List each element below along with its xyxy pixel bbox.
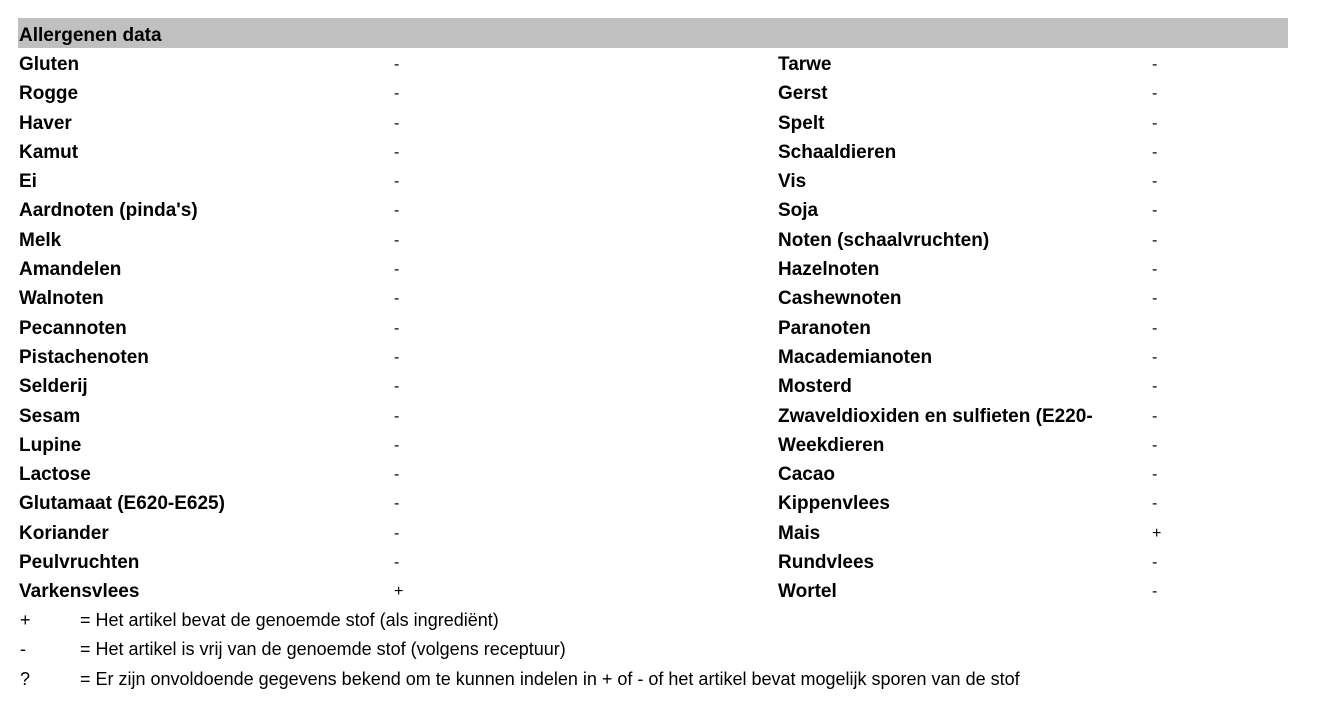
table-row (18, 429, 1288, 458)
allergen-name: Varkensvlees (19, 581, 140, 603)
allergen-name: Cacao (778, 464, 836, 486)
allergen-value: - (1152, 85, 1158, 103)
allergen-name: Soja (778, 200, 819, 222)
allergen-value: - (1152, 143, 1158, 161)
legend-symbol: ? (20, 668, 31, 689)
legend-item (18, 635, 1288, 665)
table-row (18, 341, 1288, 370)
legend-text: = Het artikel bevat de genoemde stof (als ingrediënt) (80, 609, 499, 630)
allergen-value: - (1152, 114, 1158, 132)
allergen-name: Haver (19, 112, 72, 134)
table-row (18, 575, 1288, 604)
allergen-value: - (1152, 202, 1158, 220)
legend-symbol: - (20, 639, 26, 660)
allergen-name: Amandelen (19, 259, 122, 281)
allergen-value: - (394, 407, 400, 425)
section-title: Allergenen data (18, 18, 1288, 48)
legend-item (18, 606, 1288, 636)
allergen-value: - (1152, 495, 1158, 513)
legend-text: = Er zijn onvoldoende gegevens bekend om te kunnen indelen in + of - of het artikel bevat mogelijk sporen van de stof (80, 668, 1020, 689)
allergen-name: Pistachenoten (19, 346, 149, 368)
table-row (18, 77, 1288, 106)
allergen-value: - (1152, 290, 1158, 308)
allergen-value: - (394, 85, 400, 103)
allergen-value: - (394, 261, 400, 279)
table-row (18, 165, 1288, 194)
table-row (18, 546, 1288, 575)
allergen-name: Macademianoten (778, 346, 933, 368)
allergen-name: Mosterd (778, 376, 852, 398)
allergen-name: Rogge (19, 83, 79, 105)
table-row (18, 282, 1288, 311)
allergen-name: Zwaveldioxiden en sulfieten (E220- (778, 405, 1093, 427)
allergen-value: - (1152, 261, 1158, 279)
allergen-name: Mais (778, 522, 821, 544)
allergen-name: Walnoten (19, 288, 104, 310)
allergen-value: - (394, 524, 400, 542)
allergen-value: - (1152, 319, 1158, 337)
allergen-name: Kamut (19, 141, 79, 163)
legend (18, 606, 1288, 695)
allergen-value: - (1152, 583, 1158, 601)
allergen-name: Weekdieren (778, 434, 885, 456)
allergen-value: - (1152, 378, 1158, 396)
table-row (18, 224, 1288, 253)
allergen-value: - (394, 466, 400, 484)
allergen-value: - (394, 56, 400, 73)
allergen-value: + (394, 583, 404, 601)
allergen-value: - (394, 202, 400, 220)
allergen-name: Pecannoten (19, 317, 127, 339)
allergen-name: Glutamaat (E620-E625) (19, 493, 225, 515)
allergen-name: Lupine (19, 434, 82, 456)
table-row (18, 400, 1288, 429)
allergen-value: - (394, 436, 400, 454)
allergen-name: Cashewnoten (778, 288, 902, 310)
table-row (18, 48, 1288, 77)
table-row (18, 517, 1288, 546)
allergen-value: - (1152, 554, 1158, 572)
allergen-name: Wortel (778, 581, 837, 603)
allergen-name: Aardnoten (pinda's) (19, 200, 198, 222)
table-row (18, 370, 1288, 399)
allergen-value: - (1152, 407, 1158, 425)
allergen-name: Noten (schaalvruchten) (778, 229, 990, 251)
allergen-value: - (1152, 348, 1158, 366)
allergen-value: - (394, 143, 400, 161)
allergen-name: Lactose (19, 464, 91, 486)
allergen-value: - (1152, 436, 1158, 454)
allergen-value: - (394, 173, 400, 191)
allergen-name: Gerst (778, 83, 828, 105)
allergen-name: Selderij (19, 376, 88, 398)
allergen-name: Tarwe (778, 54, 832, 75)
allergen-value: - (394, 231, 400, 249)
allergen-value: - (394, 114, 400, 132)
allergen-name: Peulvruchten (19, 552, 140, 574)
allergen-value: - (1152, 56, 1158, 73)
table-row (18, 487, 1288, 516)
allergen-value: - (394, 319, 400, 337)
allergen-name: Hazelnoten (778, 259, 880, 281)
allergen-value: - (394, 495, 400, 513)
allergen-value: - (394, 290, 400, 308)
legend-symbol: + (20, 609, 31, 630)
allergen-value: - (394, 348, 400, 366)
table-row (18, 458, 1288, 487)
table-row (18, 253, 1288, 282)
allergen-name: Vis (778, 171, 807, 193)
allergen-name: Melk (19, 229, 62, 251)
allergen-sheet (18, 18, 1288, 694)
allergen-name: Schaaldieren (778, 141, 897, 163)
allergen-value: - (394, 378, 400, 396)
allergen-name: Spelt (778, 112, 825, 134)
table-row (18, 136, 1288, 165)
allergen-value: - (394, 554, 400, 572)
allergen-name: Rundvlees (778, 552, 875, 574)
allergen-name: Kippenvlees (778, 493, 890, 515)
allergen-name: Ei (19, 171, 37, 193)
allergen-table (18, 48, 1288, 605)
allergen-value: - (1152, 231, 1158, 249)
allergen-value: - (1152, 466, 1158, 484)
table-row (18, 107, 1288, 136)
table-row (18, 194, 1288, 223)
allergen-name: Gluten (19, 54, 80, 75)
allergen-name: Sesam (19, 405, 81, 427)
table-row (18, 312, 1288, 341)
allergen-name: Paranoten (778, 317, 871, 339)
legend-item (18, 665, 1288, 695)
allergen-value: - (1152, 173, 1158, 191)
legend-text: = Het artikel is vrij van de genoemde stof (volgens receptuur) (80, 639, 566, 660)
allergen-value: + (1152, 524, 1162, 542)
allergen-name: Koriander (19, 522, 109, 544)
